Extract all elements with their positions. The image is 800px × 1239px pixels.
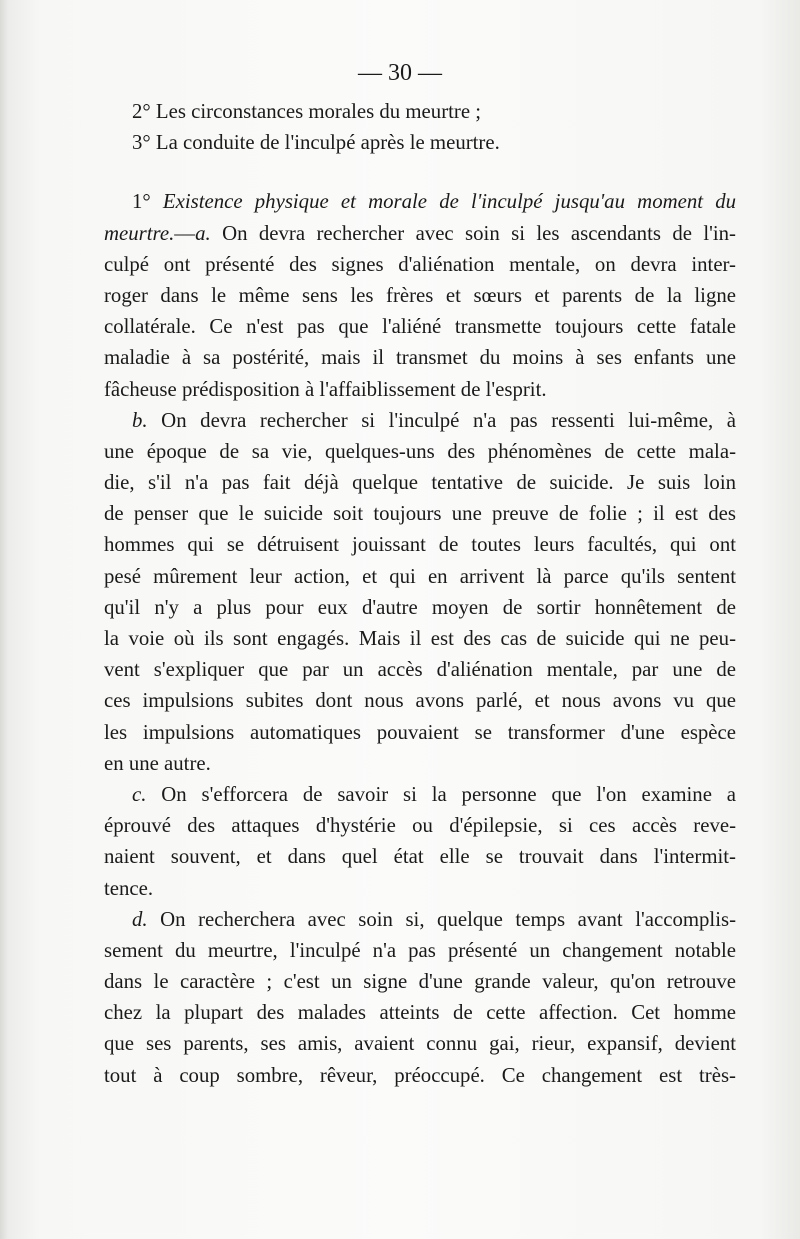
text-line: dans le caractère ; c'est un signe d'une grande valeur, qu'on retrouve	[104, 970, 736, 994]
text-line: tence.	[104, 876, 154, 900]
paragraph-gap	[104, 158, 736, 186]
italic-run: d.	[132, 907, 148, 931]
page-number: — 30 —	[358, 60, 442, 86]
text-line: culpé ont présenté des signes d'aliénation mentale, on devra inter-	[104, 252, 736, 276]
text-line: 2° Les circonstances morales du meurtre ;	[132, 100, 482, 123]
text-line: qu'il n'y a plus pour eux d'autre moyen de sortir honnêtement de	[104, 595, 736, 619]
italic-run: Existence physique et morale de l'inculpé jusqu'au moment du	[162, 190, 737, 214]
text-line: la voie où ils sont engagés. Mais il est des cas de suicide qui ne peu-	[104, 627, 736, 650]
text-line: roger dans le même sens les frères et sœurs et parents de la ligne	[104, 283, 736, 307]
italic-run: a.	[195, 221, 211, 245]
text-line	[104, 904, 736, 935]
text-run: On recherchera avec soin si, quelque temps avant l'accomplis-	[147, 907, 736, 931]
text-line: maladie à sa postérité, mais il transmet du moins à ses enfants une	[104, 346, 736, 370]
text-line: tout à coup sombre, rêveur, préoccupé. Ce changement est très-	[104, 1063, 736, 1087]
text-line	[104, 186, 736, 217]
text-line: hommes qui se détruisent jouissant de toutes leurs facultés, qui ont	[104, 533, 736, 557]
text-line: collatérale. Ce n'est pas que l'aliéné transmette toujours cette fatale	[104, 315, 736, 339]
text-line: 3° La conduite de l'inculpé après le meurtre.	[132, 131, 500, 155]
text-run: 1°	[132, 190, 163, 214]
text-line: les impulsions automatiques pouvaient se transformer d'une espèce	[104, 720, 736, 744]
italic-run: b.	[132, 408, 148, 432]
italic-run: c.	[132, 782, 147, 806]
text-line: en une autre.	[104, 751, 211, 775]
text-line	[104, 218, 736, 249]
text-run: —	[174, 221, 196, 245]
text-run: On devra rechercher avec soin si les ascendants de l'in-	[210, 221, 736, 245]
text-line	[104, 405, 736, 436]
text-line: naient souvent, et dans quel état elle se trouvait dans l'intermit-	[104, 845, 736, 869]
text-line: éprouvé des attaques d'hystérie ou d'épilepsie, si ces accès reve-	[104, 814, 736, 838]
text-line: chez la plupart des malades atteints de cette affection. Cet homme	[104, 1001, 736, 1025]
text-line: sement du meurtre, l'inculpé n'a pas présenté un changement notable	[104, 938, 736, 962]
text-line: pesé mûrement leur action, et qui en arrivent là parce qu'ils sentent	[104, 564, 736, 588]
text-line	[104, 779, 736, 810]
text-line: ces impulsions subites dont nous avons parlé, et nous avons vu que	[104, 689, 736, 713]
text-line: une époque de sa vie, quelques-uns des phénomènes de cette mala-	[104, 439, 736, 463]
text-line: fâcheuse prédisposition à l'affaiblissement de l'esprit.	[104, 377, 547, 401]
text-run: On s'efforcera de savoir si la personne que l'on examine a	[146, 782, 736, 806]
text-line: que ses parents, ses amis, avaient connu gai, rieur, expansif, devient	[104, 1032, 736, 1056]
text-run: On devra rechercher si l'inculpé n'a pas ressenti lui-même, à	[147, 408, 736, 432]
text-line: vent s'expliquer que par un accès d'aliénation mentale, par une de	[104, 658, 736, 682]
body-text	[104, 96, 736, 1091]
text-line: de penser que le suicide soit toujours une preuve de folie ; il est des	[104, 502, 736, 526]
text-line: die, s'il n'a pas fait déjà quelque tentative de suicide. Je suis loin	[104, 471, 736, 495]
italic-run: meurtre.	[104, 221, 175, 245]
